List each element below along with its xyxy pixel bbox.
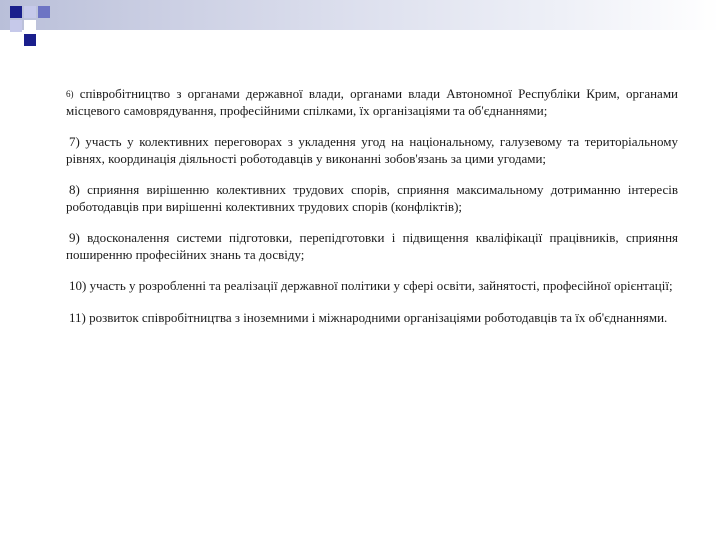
- list-item-number: 11): [69, 309, 86, 325]
- list-item-text: розвиток співробітництва з іноземними і міжнародними організаціями роботодавців та їх об'єднаннями.: [89, 309, 668, 325]
- header-decoration-band: [0, 0, 720, 30]
- list-item-number: 6): [66, 89, 74, 99]
- list-item-9: [66, 230, 678, 263]
- list-item-text: сприяння вирішенню колективних трудових спорів, сприяння максимальному дотриманню інтересів роботодавців при вирішенні колективних трудових спорів (конфліктів);: [66, 182, 679, 214]
- list-item-number: 9): [69, 230, 80, 245]
- document-body: [66, 86, 678, 341]
- list-item-number: 8): [69, 182, 80, 197]
- list-item-text: співробітництво з органами державної влади, органами влади Автономної Республіки Крим, органами місцевого самоврядування, професійними спілками, їх організаціями та об'єднаннями;: [66, 86, 678, 118]
- list-item-number: 7): [69, 134, 80, 149]
- list-item-number: 10): [69, 278, 87, 293]
- list-item-6: [66, 86, 678, 119]
- list-item-7: [66, 134, 678, 167]
- list-item-text: участь у колективних переговорах з укладення угод на національному, галузевому та територіальному рівнях, координація діяльності роботодавців у виконанні зобов'язань за цими угодами;: [66, 134, 678, 166]
- list-item-8: [66, 182, 678, 215]
- list-item-text: участь у розробленні та реалізації державної політики у сфері освіти, зайнятості, професійної орієнтації;: [89, 278, 673, 293]
- list-item-text: вдосконалення системи підготовки, перепідготовки і підвищення кваліфікації працівників, сприяння поширенню професійних знань та досвіду;: [66, 230, 679, 262]
- list-item-11: [66, 310, 678, 327]
- list-item-10: [66, 278, 678, 295]
